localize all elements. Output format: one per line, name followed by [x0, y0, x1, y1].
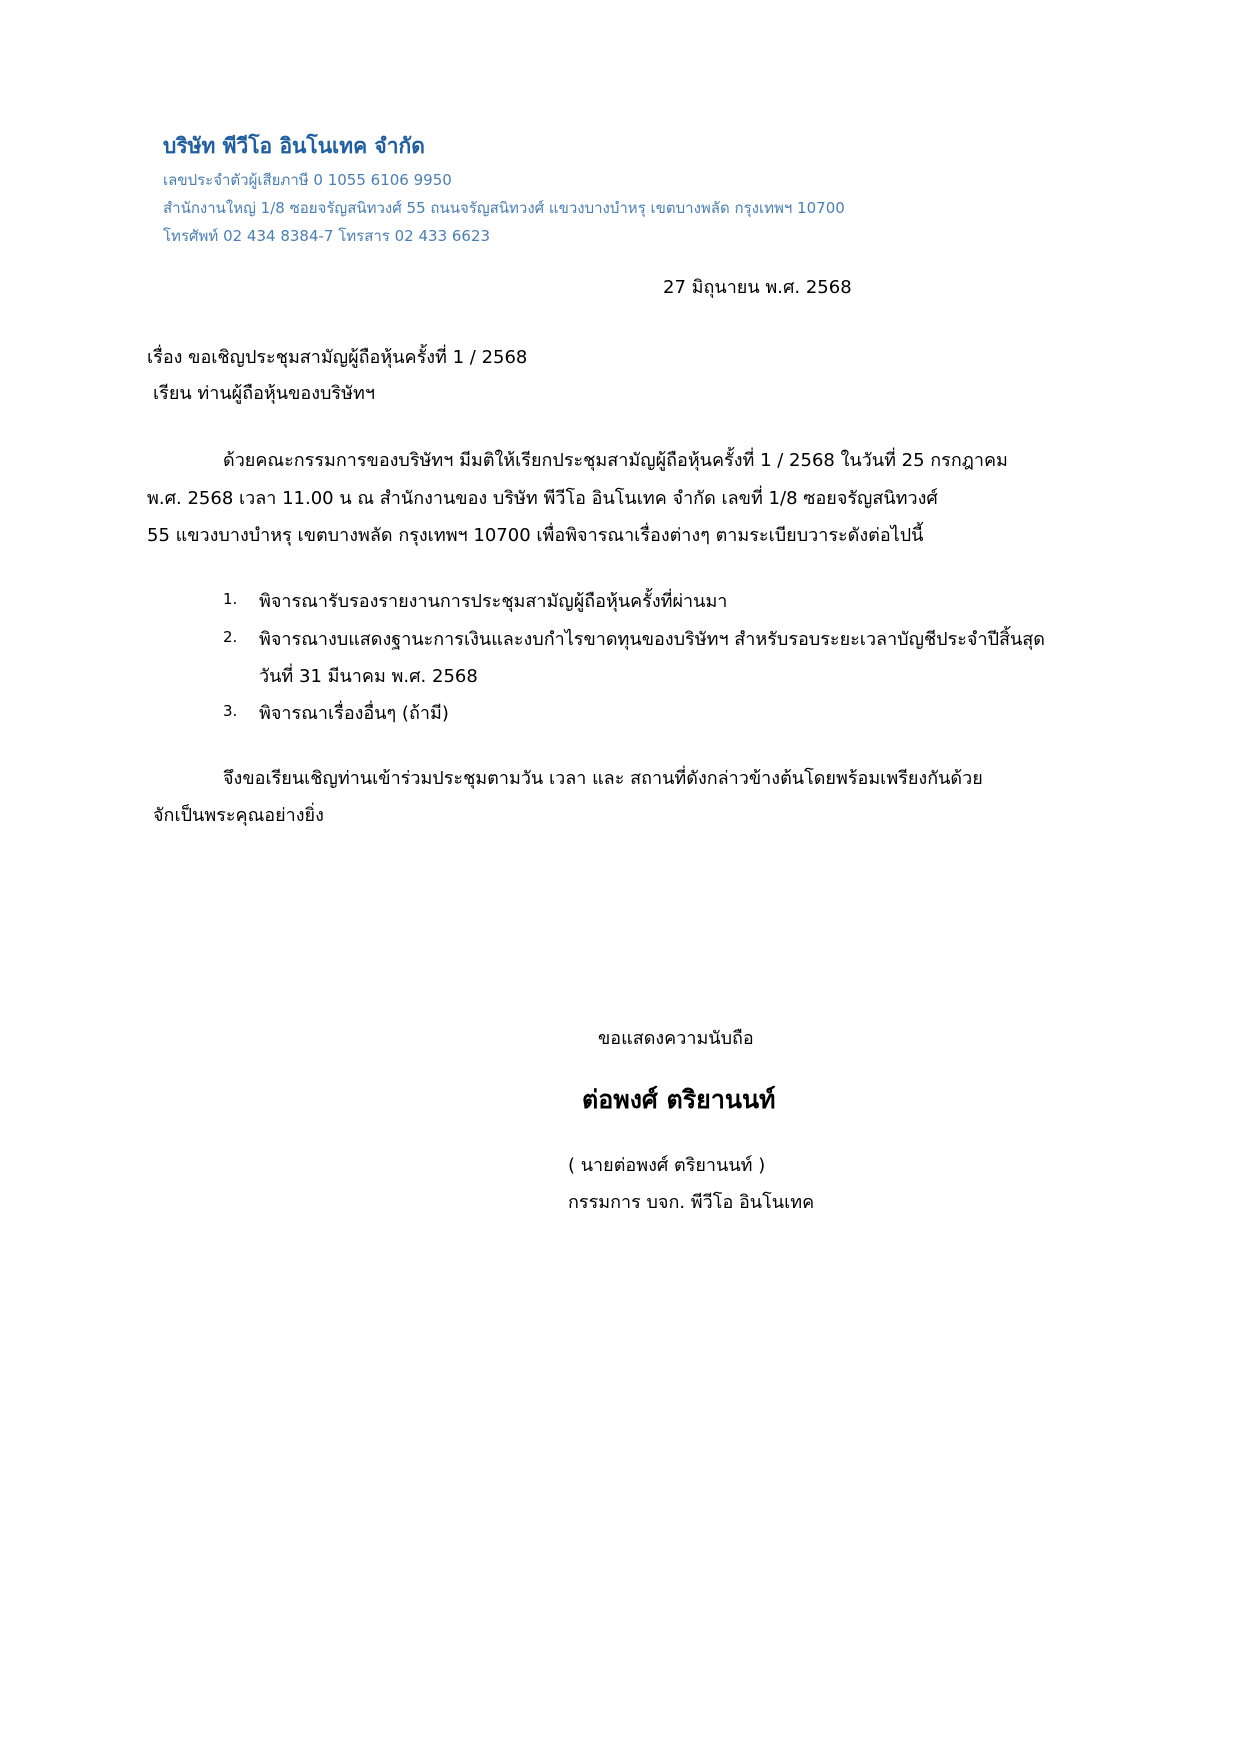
- agenda-item-2-cont: วันที่ 31 มีนาคม พ.ศ. 2568: [259, 666, 478, 687]
- paragraph-1-line-2: พ.ศ. 2568 เวลา 11.00 น ณ สำนักงานของ บริษัท พีวีโอ อินโนเทค จำกัด เลขที่ 1/8 ซอยจรัญสนิทวงศ์: [147, 488, 938, 509]
- letter-salutation: เรียน ท่านผู้ถือหุ้นของบริษัทฯ: [153, 383, 375, 404]
- signature: ต่อพงศ์ ตริยานนท์: [582, 1085, 776, 1114]
- agenda-item-3: พิจารณาเรื่องอื่นๆ (ถ้ามี): [259, 703, 449, 724]
- company-name: บริษัท พีวีโอ อินโนเทค จำกัด: [163, 134, 425, 158]
- closing-line-2: จักเป็นพระคุณอย่างยิ่ง: [153, 805, 324, 826]
- agenda-item-2: พิจารณางบแสดงฐานะการเงินและงบกำไรขาดทุนของบริษัทฯ สำหรับรอบระยะเวลาบัญชีประจำปีสิ้นสุด: [259, 629, 1045, 650]
- signer-title: กรรมการ บจก. พีวีโอ อินโนเทค: [568, 1192, 815, 1213]
- paragraph-1-line-3: 55 แขวงบางบำหรุ เขตบางพลัด กรุงเทพฯ 10700 เพื่อพิจารณาเรื่องต่างๆ ตามระเบียบวาระดังต่อไปนี้: [147, 525, 924, 546]
- printed-name: ( นายต่อพงศ์ ตริยานนท์ ): [568, 1155, 766, 1176]
- agenda-number: 2.: [223, 628, 238, 646]
- letter-date: 27 มิถุนายน พ.ศ. 2568: [663, 277, 852, 298]
- agenda-number: 3.: [223, 702, 238, 720]
- tax-id: เลขประจำตัวผู้เสียภาษี 0 1055 6106 9950: [163, 171, 452, 189]
- regards: ขอแสดงความนับถือ: [598, 1028, 754, 1049]
- agenda-number: 1.: [223, 590, 238, 608]
- company-contact: โทรศัพท์ 02 434 8384-7 โทรสาร 02 433 6623: [163, 227, 491, 245]
- paragraph-1-line-1: ด้วยคณะกรรมการของบริษัทฯ มีมติให้เรียกประชุมสามัญผู้ถือหุ้นครั้งที่ 1 / 2568 ในวันที่ 25 กรกฎาคม: [223, 450, 1008, 471]
- company-address: สำนักงานใหญ่ 1/8 ซอยจรัญสนิทวงศ์ 55 ถนนจรัญสนิทวงศ์ แขวงบางบำหรุ เขตบางพลัด กรุงเทพฯ 10700: [163, 199, 845, 217]
- letter-subject: เรื่อง ขอเชิญประชุมสามัญผู้ถือหุ้นครั้งที่ 1 / 2568: [147, 347, 528, 368]
- agenda-item-1: พิจารณารับรองรายงานการประชุมสามัญผู้ถือหุ้นครั้งที่ผ่านมา: [259, 591, 728, 612]
- closing-line-1: จึงขอเรียนเชิญท่านเข้าร่วมประชุมตามวัน เวลา และ สถานที่ดังกล่าวข้างต้นโดยพร้อมเพรียงกันด้วย: [223, 768, 983, 789]
